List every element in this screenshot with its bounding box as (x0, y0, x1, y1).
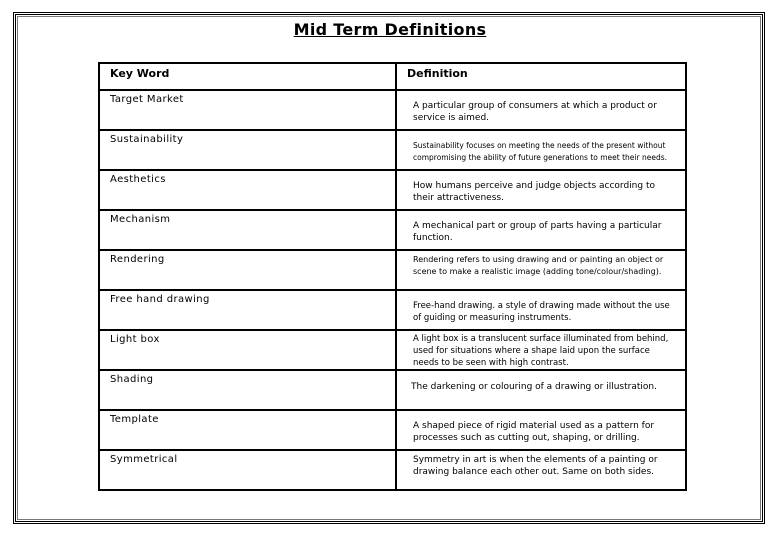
key-word: Template (99, 410, 396, 450)
table-row (99, 410, 686, 450)
definition: Free-hand drawing. a style of drawing made without the use of guiding or measuring instruments. (396, 290, 686, 330)
table-header-row (99, 63, 686, 90)
definition: The darkening or colouring of a drawing or illustration. (396, 370, 686, 410)
table-row (99, 330, 686, 370)
table-row (99, 450, 686, 490)
definition: A shaped piece of rigid material used as a pattern for processes such as cutting out, shaping, or drilling. (396, 410, 686, 450)
key-word: Sustainability (99, 130, 396, 170)
table-row (99, 170, 686, 210)
definition: A particular group of consumers at which a product or service is aimed. (396, 90, 686, 130)
key-word: Symmetrical (99, 450, 396, 490)
page-title: Mid Term Definitions (293, 20, 487, 39)
definition: How humans perceive and judge objects according to their attractiveness. (396, 170, 686, 210)
key-word: Target Market (99, 90, 396, 130)
table-row (99, 370, 686, 410)
definition: Sustainability focuses on meeting the needs of the present without compromising the ability of future generations to meet their needs. (396, 130, 686, 170)
table-row (99, 250, 686, 290)
definition: A light box is a translucent surface illuminated from behind, used for situations where a shape laid upon the surface needs to be seen with high contrast. (396, 330, 686, 370)
definitions-table (98, 62, 687, 491)
definition: Rendering refers to using drawing and or painting an object or scene to make a realistic image (adding tone/colour/shading). (396, 250, 686, 290)
table-row (99, 210, 686, 250)
key-word: Free hand drawing (99, 290, 396, 330)
key-word: Aesthetics (99, 170, 396, 210)
key-word: Mechanism (99, 210, 396, 250)
key-word: Shading (99, 370, 396, 410)
key-word: Light box (99, 330, 396, 370)
table-row (99, 130, 686, 170)
header-key-word: Key Word (99, 63, 396, 90)
header-definition: Definition (396, 63, 686, 90)
definition: A mechanical part or group of parts having a particular function. (396, 210, 686, 250)
table-row (99, 290, 686, 330)
key-word: Rendering (99, 250, 396, 290)
definition: Symmetry in art is when the elements of a painting or drawing balance each other out. Same on both sides. (396, 450, 686, 490)
table-row (99, 90, 686, 130)
